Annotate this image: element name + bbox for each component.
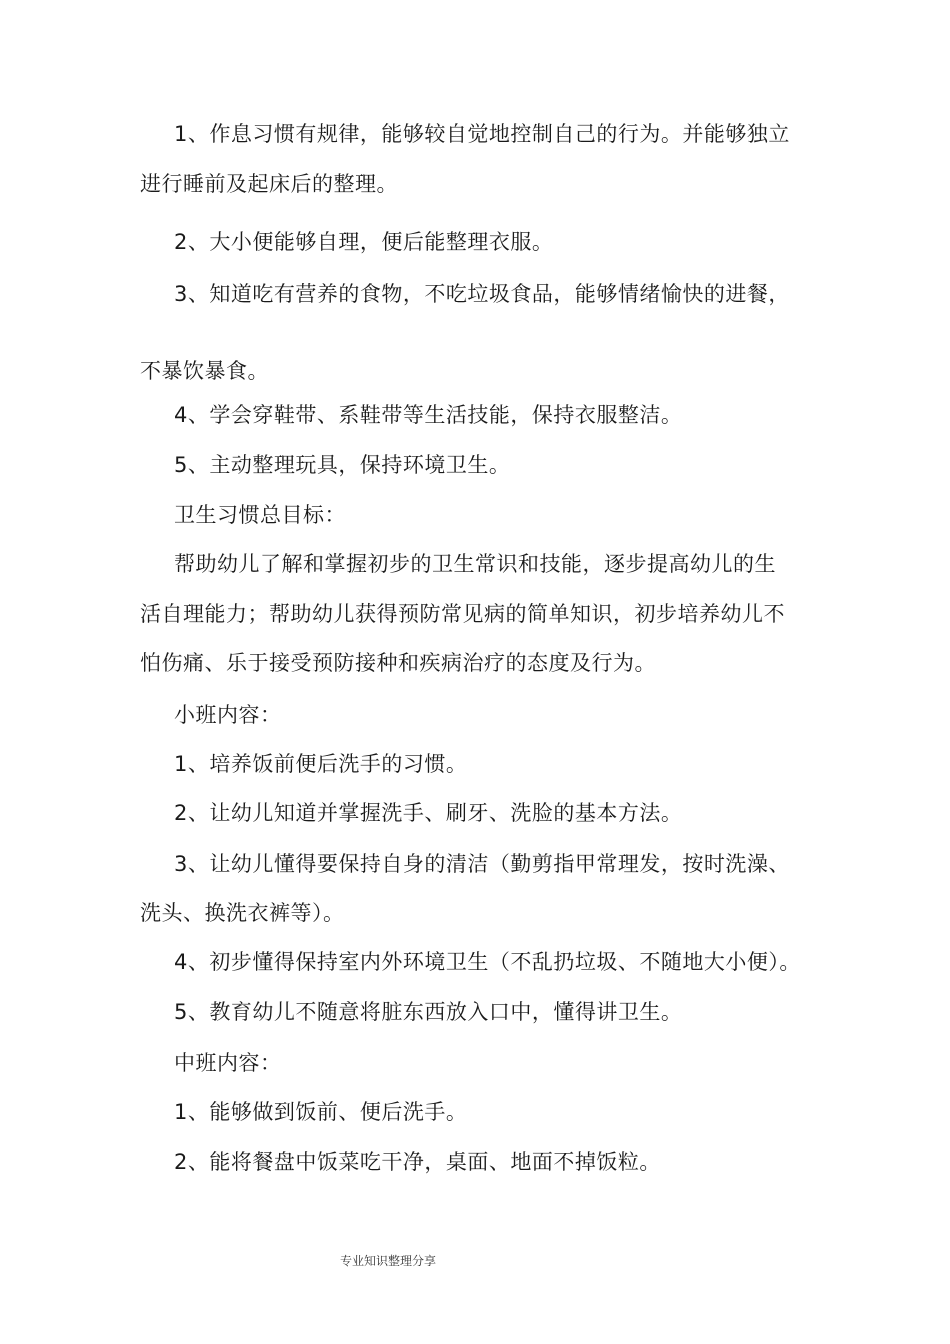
text-line: 3、让幼儿懂得要保持自身的清洁（勤剪指甲常理发，按时洗澡、	[174, 852, 790, 876]
text-line: 1、培养饭前便后洗手的习惯。	[174, 752, 468, 776]
text-line: 4、学会穿鞋带、系鞋带等生活技能，保持衣服整洁。	[174, 403, 683, 427]
text-line: 2、大小便能够自理，便后能整理衣服。	[174, 230, 554, 254]
text-line: 1、能够做到饭前、便后洗手。	[174, 1100, 468, 1124]
text-line: 5、教育幼儿不随意将脏东西放入口中，懂得讲卫生。	[174, 1000, 683, 1024]
text-line: 1、作息习惯有规律，能够较自觉地控制自己的行为。并能够独立	[174, 122, 790, 146]
text-line: 不暴饮暴食。	[140, 359, 269, 383]
text-line: 4、初步懂得保持室内外环境卫生（不乱扔垃圾、不随地大小便）。	[174, 950, 801, 974]
text-line: 2、能将餐盘中饭菜吃干净，桌面、地面不掉饭粒。	[174, 1150, 661, 1174]
text-line: 2、让幼儿知道并掌握洗手、刷牙、洗脸的基本方法。	[174, 801, 683, 825]
text-line: 5、主动整理玩具，保持环境卫生。	[174, 453, 511, 477]
section-heading: 中班内容：	[174, 1051, 282, 1075]
page-footer: 专业知识整理分享	[340, 1254, 437, 1268]
text-line: 进行睡前及起床后的整理。	[140, 172, 398, 196]
text-line: 洗头、换洗衣裤等）。	[140, 901, 345, 925]
text-line: 活自理能力；帮助幼儿获得预防常见病的简单知识，初步培养幼儿不	[140, 602, 785, 626]
text-line: 怕伤痛、乐于接受预防接种和疾病治疗的态度及行为。	[140, 651, 656, 675]
section-heading: 小班内容：	[174, 703, 282, 727]
text-line: 3、知道吃有营养的食物，不吃垃圾食品，能够情绪愉快的进餐，	[174, 282, 790, 306]
section-heading: 卫生习惯总目标：	[174, 503, 346, 527]
text-line: 帮助幼儿了解和掌握初步的卫生常识和技能，逐步提高幼儿的生	[174, 552, 776, 576]
